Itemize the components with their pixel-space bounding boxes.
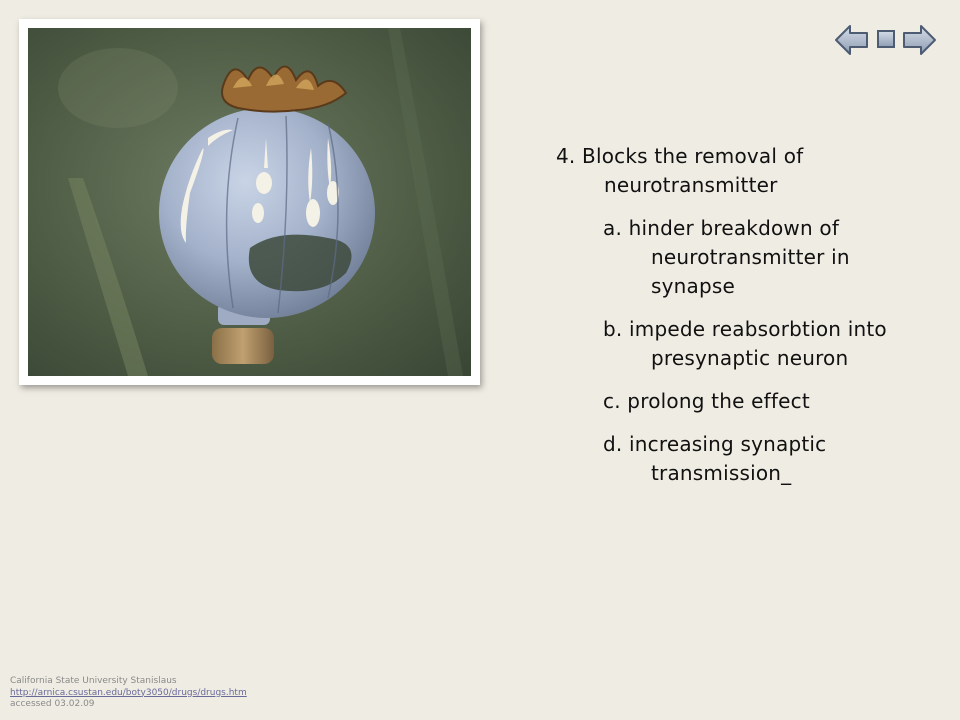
photo-frame [19,19,480,385]
poppy-pod-photo [28,28,471,376]
citation-link[interactable]: http://arnica.csustan.edu/boty3050/drugs/drugs.htm [10,687,247,698]
citation-institution: California State University Stanislaus [10,676,177,686]
slide-navigation [834,22,940,60]
citation [10,676,247,711]
sub-point-d: d. increasing synaptic transmission_ [603,432,827,485]
left-arrow-icon[interactable] [834,22,870,58]
square-icon[interactable] [875,28,897,50]
slide-body [556,142,936,502]
sub-point-b: b. impede reabsorbtion into presynaptic neuron [603,317,887,370]
point-4: 4. Blocks the removal of neurotransmitter [556,144,804,197]
right-arrow-icon[interactable] [901,22,937,58]
sub-point-a: a. hinder breakdown of neurotransmitter in synapse [603,216,850,298]
citation-accessed: accessed 03.02.09 [10,699,95,709]
sub-point-c: c. prolong the effect [603,389,810,413]
